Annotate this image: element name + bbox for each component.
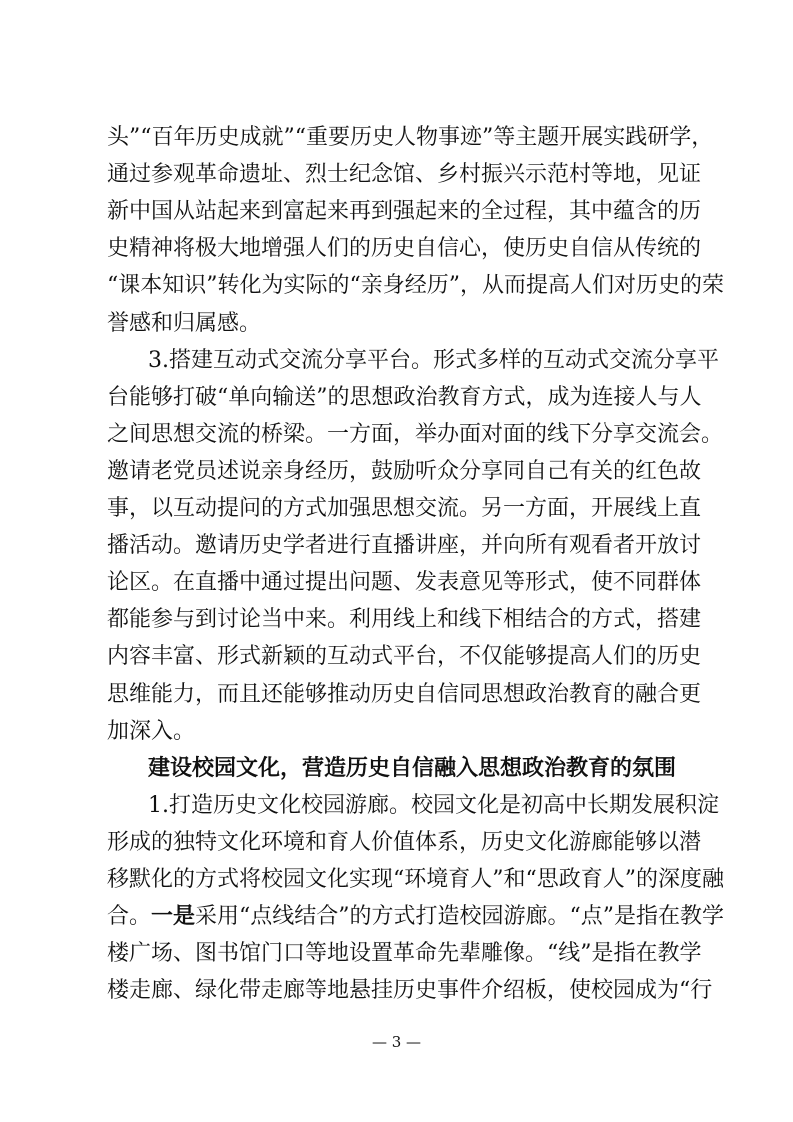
text-segment: 都能参与到讨论当中来。利用线上和线下相结合的方式，搭建 — [107, 607, 702, 633]
text-segment: 新中国从站起来到富起来再到强起来的全过程，其中蕴含的历 — [107, 199, 702, 225]
bold-text: 一是 — [151, 903, 196, 930]
text-segment: 头”“百年历史成就”“重要历史人物事迹”等主题开展实践研学， — [107, 125, 714, 150]
text-line — [107, 676, 702, 713]
text-segment: 1.打造历史文化校园游廊。校园文化是初高中长期发展积淀 — [148, 792, 719, 818]
text-segment: 通过参观革命遗址、烈士纪念馆、乡村振兴示范村等地，见证 — [107, 162, 702, 188]
text-segment: 加深入。 — [107, 718, 196, 744]
text-line — [107, 193, 702, 230]
text-segment: 思维能力，而且还能够推动历史自信同思想政治教育的融合更 — [107, 681, 702, 707]
text-line — [107, 935, 702, 972]
text-segment: 楼广场、图书馆门口等地设置革命先辈雕像。“线”是指在教学 — [107, 941, 702, 967]
text-segment: 采用“点线结合”的方式打造校园游廊。“点”是指在教学 — [195, 904, 725, 930]
text-segment: 形成的独特文化环境和育人价值体系，历史文化游廊能够以潜 — [107, 829, 702, 855]
text-line — [107, 267, 724, 304]
text-segment: 论区。在直播中通过提出问题、发表意见等形式，使不同群体 — [107, 570, 702, 596]
text-line — [107, 379, 702, 416]
text-segment: 楼走廊、绿化带走廊等地悬挂历史事件介绍板，使校园成为“行 — [107, 978, 713, 1004]
text-line — [107, 713, 688, 750]
text-segment: 合。 — [107, 904, 152, 930]
text-line — [107, 305, 688, 342]
text-segment: 内容丰富、形式新颖的互动式平台，不仅能够提高人们的历史 — [107, 644, 702, 670]
text-segment: 3.搭建互动式交流分享平台。形式多样的互动式交流分享平 — [148, 347, 719, 373]
text-segment: 邀请老党员述说亲身经历，鼓励听众分享同自己有关的红色故 — [107, 458, 702, 484]
text-segment: 台能够打破“单向输送”的思想政治教育方式，成为连接人与人 — [107, 384, 702, 410]
text-segment: 事，以互动提问的方式加强思想交流。另一方面，开展线上直 — [107, 496, 702, 521]
text-line — [107, 898, 725, 935]
text-line — [107, 972, 713, 1009]
text-line — [107, 824, 702, 861]
text-line — [107, 119, 714, 156]
text-segment: 史精神将极大地增强人们的历史自信心，使历史自信从传统的 — [107, 236, 702, 262]
text-line — [107, 230, 702, 267]
text-line — [107, 601, 702, 638]
text-segment: 建设校园文化，营造历史自信融入思想政治教育的氛围 — [148, 754, 677, 781]
text-segment: 播活动。邀请历史学者进行直播讲座，并向所有观看者开放讨 — [107, 533, 702, 559]
text-segment: “课本知识”转化为实际的“亲身经历”，从而提高人们对历史的荣 — [107, 273, 724, 299]
text-segment: 移默化的方式将校园文化实现“环境育人”和“思政育人”的深度融 — [107, 867, 724, 892]
text-line — [107, 861, 724, 898]
page-number: — 3 — — [371, 1033, 422, 1051]
text-line — [107, 527, 702, 564]
text-line — [107, 416, 724, 453]
text-segment: 誉感和归属感。 — [107, 310, 262, 336]
text-line — [107, 156, 702, 193]
section-heading — [148, 750, 688, 787]
text-line — [107, 564, 702, 601]
text-line — [107, 638, 702, 675]
text-line — [148, 787, 719, 824]
text-line — [148, 342, 719, 379]
text-line — [107, 453, 702, 490]
text-line — [107, 490, 702, 527]
text-segment: 之间思想交流的桥梁。一方面，举办面对面的线下分享交流会。 — [107, 421, 724, 447]
